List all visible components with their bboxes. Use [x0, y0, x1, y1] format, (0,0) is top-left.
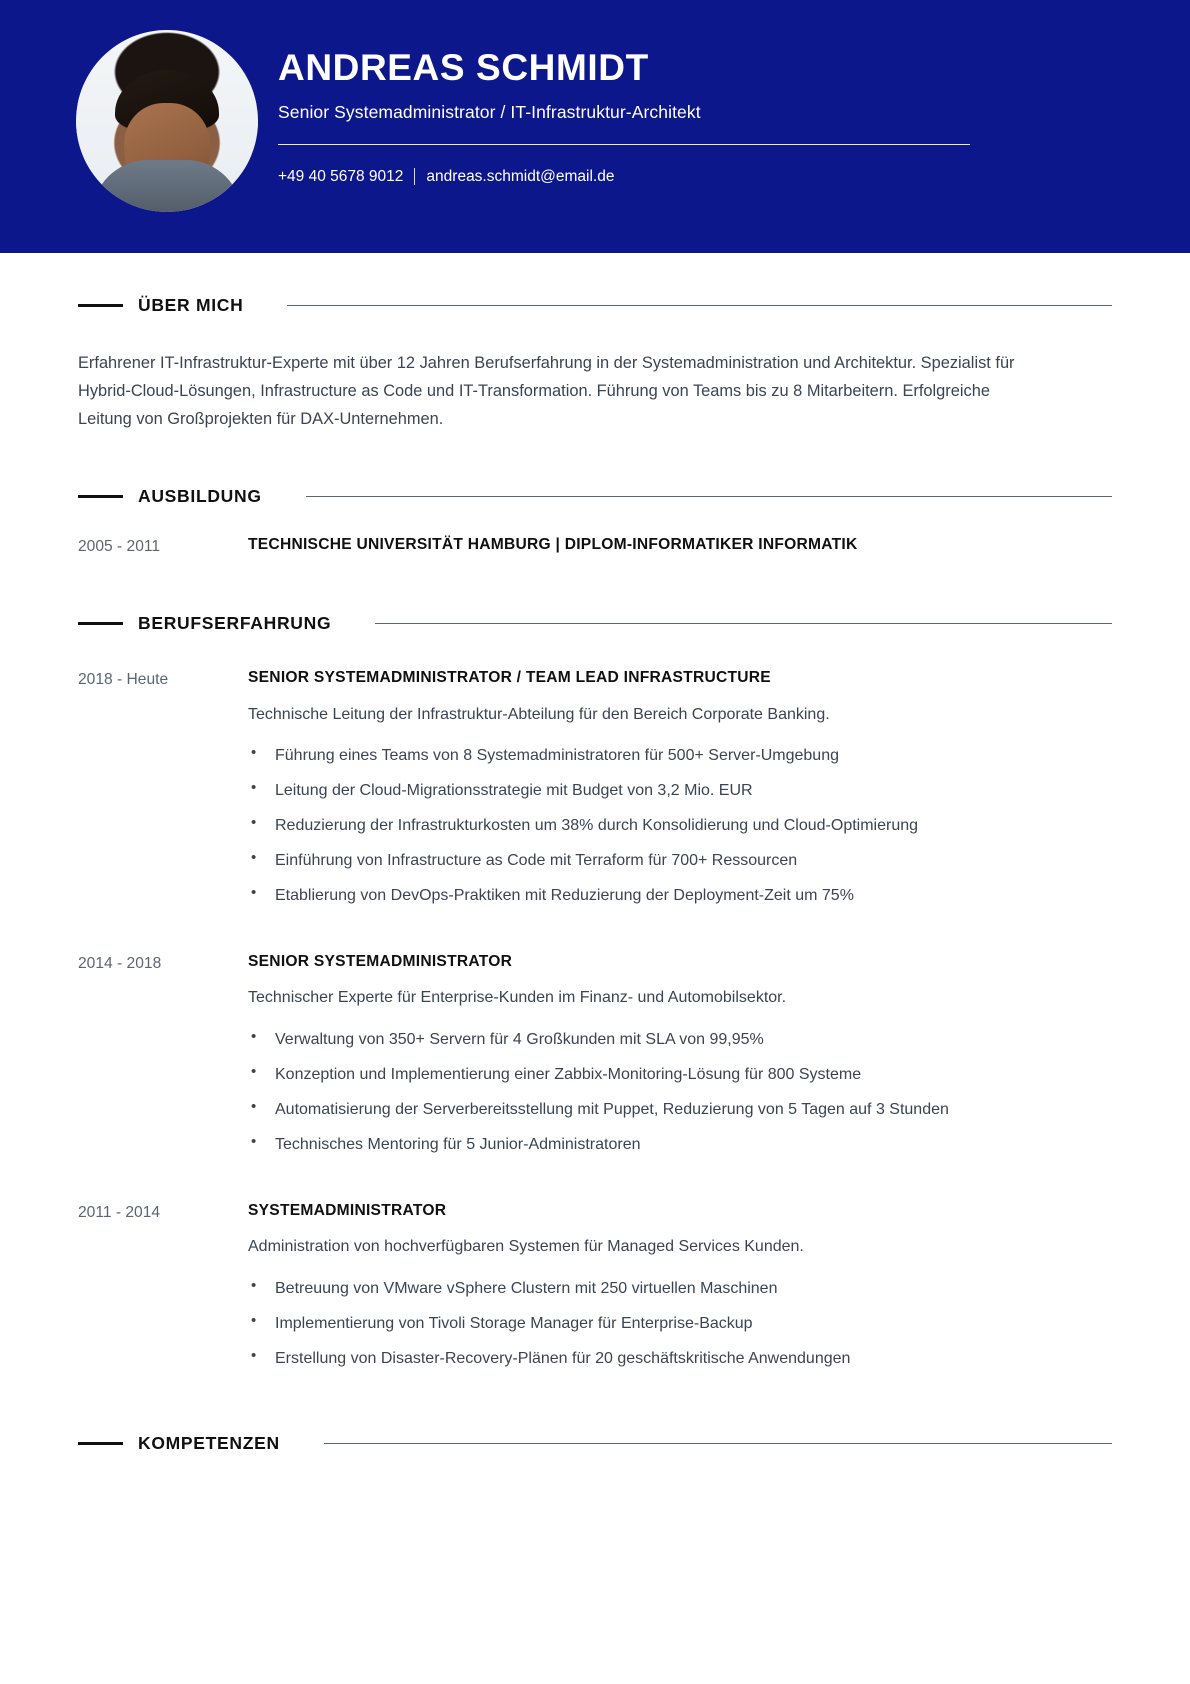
list-item: • Konzeption und Implementierung einer Zabbix-Monitoring-Lösung für 800 Systeme: [248, 1062, 1112, 1088]
phone-text: +49 40 5678 9012: [278, 167, 404, 185]
education-date: 2005 - 2011: [78, 537, 161, 555]
section-title-education: AUSBILDUNG: [138, 485, 262, 506]
section-header-education: [78, 486, 1112, 507]
section-header-experience: [78, 613, 1112, 634]
experience-date: 2014 - 2018: [78, 954, 162, 972]
list-item: • Etablierung von DevOps-Praktiken mit Reduzierung der Deployment-Zeit um 75%: [248, 883, 1112, 909]
list-item: • Automatisierung der Serverbereitsstellung mit Puppet, Reduzierung von 5 Tagen auf 3 Stunden: [248, 1097, 1112, 1123]
section-rule: [375, 623, 1112, 624]
list-item: • Führung eines Teams von 8 Systemadministratoren für 500+ Server-Umgebung: [248, 743, 1112, 769]
contact-separator: [414, 168, 415, 185]
section-rule: [287, 305, 1112, 306]
resume-header: [0, 0, 1190, 253]
section-rule: [324, 1443, 1112, 1444]
section-title-skills: KOMPETENZEN: [138, 1432, 280, 1453]
section-title-about: ÜBER MICH: [138, 295, 244, 315]
resume-body: [0, 295, 1190, 1454]
contact-line: [278, 168, 978, 186]
list-item: • Einführung von Infrastructure as Code mit Terraform für 700+ Ressourcen: [248, 848, 1112, 874]
list-item: • Technisches Mentoring für 5 Junior-Administratoren: [248, 1132, 1112, 1158]
education-entry: [78, 534, 1112, 558]
section-header-about: [78, 295, 1112, 316]
experience-date: 2011 - 2014: [78, 1203, 161, 1221]
education-title: TECHNISCHE UNIVERSITÄT HAMBURG | DIPLOM-INFORMATIKER INFORMATIK: [248, 535, 858, 553]
list-item: • Betreuung von VMware vSphere Clustern mit 250 virtuellen Maschinen: [248, 1276, 1112, 1302]
education-main: [248, 534, 1112, 558]
avatar-shoulders: [92, 160, 242, 212]
section-header-skills: [78, 1433, 1112, 1454]
experience-bullets: [248, 743, 1112, 909]
section-dash-icon: [78, 622, 123, 625]
about-paragraph: Erfahrener IT-Infrastruktur-Experte mit über 12 Jahren Berufserfahrung in der Systemadministration und Architektur. Spezialist für Hybrid-Cloud-Lösungen, Infrastructure as Code und IT-Transformation. Führung von Teams bis zu 8 Mitarbeitern. Erfolgreiche Leitung von Großprojekten für DAX-Unternehmen.: [78, 354, 1015, 429]
section-dash-icon: [78, 1442, 123, 1445]
section-title-experience: BERUFSERFAHRUNG: [138, 613, 332, 634]
section-rule: [306, 496, 1112, 497]
experience-main: [248, 951, 1112, 1167]
section-dash-icon: [78, 495, 123, 498]
list-item: • Reduzierung der Infrastrukturkosten um 38% durch Konsolidierung und Cloud-Optimierung: [248, 813, 1112, 839]
list-item: • Erstellung von Disaster-Recovery-Plänen für 20 geschäftskritische Anwendungen: [248, 1346, 1112, 1372]
experience-main: [248, 1200, 1112, 1381]
page-title: ANDREAS SCHMIDT: [278, 47, 649, 88]
avatar-photo: [76, 30, 258, 212]
avatar: [76, 30, 258, 212]
experience-description: Technischer Experte für Enterprise-Kunden im Finanz- und Automobilsektor.: [248, 989, 787, 1007]
header-text-block: [278, 48, 978, 186]
experience-title: SENIOR SYSTEMADMINISTRATOR: [248, 952, 513, 970]
list-item: • Implementierung von Tivoli Storage Manager für Enterprise-Backup: [248, 1311, 1112, 1337]
list-item: • Leitung der Cloud-Migrationsstrategie mit Budget von 3,2 Mio. EUR: [248, 778, 1112, 804]
section-dash-icon: [78, 304, 123, 307]
experience-main: [248, 667, 1112, 918]
experience-entry: [78, 951, 1112, 1167]
email-text: andreas.schmidt@email.de: [426, 167, 615, 185]
experience-bullets: [248, 1027, 1112, 1158]
experience-title: SENIOR SYSTEMADMINISTRATOR / TEAM LEAD INFRASTRUCTURE: [248, 669, 771, 687]
job-title: Senior Systemadministrator / IT-Infrastruktur-Architekt: [278, 101, 701, 122]
experience-entry: [78, 667, 1112, 918]
experience-title: SYSTEMADMINISTRATOR: [248, 1201, 447, 1219]
experience-bullets: [248, 1276, 1112, 1372]
experience-description: Administration von hochverfügbaren Systemen für Managed Services Kunden.: [248, 1238, 804, 1256]
header-divider: [278, 144, 970, 145]
experience-description: Technische Leitung der Infrastruktur-Abteilung für den Bereich Corporate Banking.: [248, 705, 830, 723]
experience-entry: [78, 1200, 1112, 1381]
list-item: • Verwaltung von 350+ Servern für 4 Großkunden mit SLA von 99,95%: [248, 1027, 1112, 1053]
experience-date: 2018 - Heute: [78, 671, 169, 689]
